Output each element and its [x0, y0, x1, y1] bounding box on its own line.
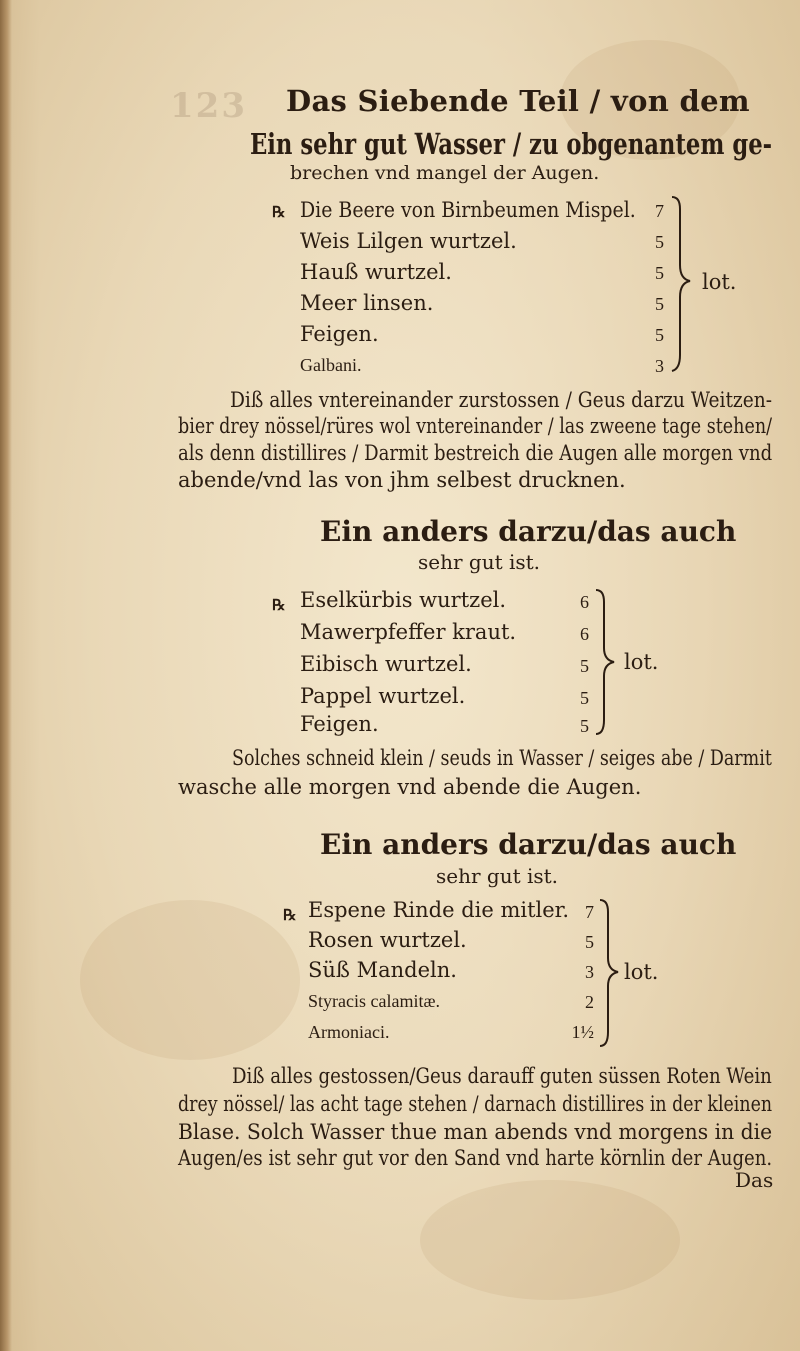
body-text-line: abende/vnd las von jhm selbest drucknen. — [178, 468, 626, 492]
recipe-mark: ℞ — [272, 205, 286, 221]
ingredient-name: Pappel wurtzel. — [300, 684, 466, 708]
body-text-line: Diß alles vntereinander zurstossen / Geus darzu Weitzen- — [230, 388, 773, 412]
body-text-line: Diß alles gestossen/Geus darauff guten süssen Roten Wein — [232, 1064, 772, 1088]
ingredient-quantity: 5 — [580, 656, 589, 676]
ingredient-name: Espene Rinde die mitler. — [308, 898, 570, 922]
paper-stain — [80, 900, 300, 1060]
body-text-line: bier drey nössel/rüres wol vntereinander / las zweene tage stehen/ — [178, 414, 773, 438]
ingredient-quantity: 5 — [655, 263, 664, 283]
section2-title-line2: sehr gut ist. — [418, 550, 541, 574]
bleed-through-page-number: 123 — [170, 86, 247, 126]
ingredient-quantity: 3 — [655, 356, 664, 376]
ingredient-name: Mawerpfeffer kraut. — [300, 620, 517, 644]
body-text-line: drey nössel/ las acht tage stehen / darnach distillires in der kleinen — [178, 1092, 773, 1116]
ingredient-quantity: 5 — [585, 932, 594, 952]
ingredient-quantity: 5 — [655, 232, 664, 252]
catchword: Das — [735, 1168, 774, 1192]
section2-title: Ein anders darzu/das auch — [320, 515, 737, 548]
recipe-mark: ℞ — [272, 598, 286, 614]
section1-title: Ein sehr gut Wasser / zu obgenantem ge- — [250, 127, 773, 161]
ingredient-quantity: 2 — [585, 992, 594, 1012]
ingredient-name: Feigen. — [300, 322, 379, 346]
recipe-mark: ℞ — [283, 908, 297, 924]
ingredient-quantity: 3 — [585, 962, 594, 982]
running-head: Das Siebende Teil / von dem — [286, 84, 750, 118]
ingredient-name: Rosen wurtzel. — [308, 928, 467, 952]
ingredient-quantity: 7 — [655, 201, 664, 221]
ingredient-quantity: 5 — [580, 688, 589, 708]
curly-brace-icon — [596, 898, 626, 1050]
curly-brace-icon — [668, 195, 698, 375]
paper-stain — [420, 1180, 680, 1300]
ingredient-quantity: 5 — [655, 325, 664, 345]
unit-label: lot. — [624, 650, 659, 674]
body-text-line: Blase. Solch Wasser thue man abends vnd morgens in die — [178, 1120, 773, 1144]
ingredient-name: Feigen. — [300, 712, 379, 736]
ingredient-quantity: 6 — [580, 624, 589, 644]
curly-brace-icon — [592, 588, 622, 738]
body-text-line: als denn distillires / Darmit bestreich die Augen alle morgen vnd — [178, 441, 773, 465]
ingredient-name: Süß Mandeln. — [308, 958, 457, 982]
ingredient-name: Hauß wurtzel. — [300, 260, 452, 284]
body-text-line: Solches schneid klein / seuds in Wasser / seiges abe / Darmit — [232, 746, 772, 770]
ingredient-name: Galbani. — [300, 355, 362, 375]
section1-title-line2: brechen vnd mangel der Augen. — [290, 162, 600, 184]
ingredient-name: Eselkürbis wurtzel. — [300, 588, 507, 612]
section3-title-line2: sehr gut ist. — [436, 864, 559, 888]
ingredient-name: Styracis calamitæ. — [308, 991, 440, 1011]
ingredient-name: Weis Lilgen wurtzel. — [300, 229, 517, 253]
ingredient-quantity: 5 — [655, 294, 664, 314]
ingredient-quantity: 7 — [585, 902, 594, 922]
page-spine-shadow — [0, 0, 12, 1351]
ingredient-name: Eibisch wurtzel. — [300, 652, 472, 676]
ingredient-quantity: 1½ — [571, 1022, 594, 1042]
ingredient-name: Armoniaci. — [308, 1022, 390, 1042]
body-text-line: Augen/es ist sehr gut vor den Sand vnd harte körnlin der Augen. — [178, 1146, 773, 1170]
unit-label: lot. — [624, 960, 659, 984]
ingredient-name: Die Beere von Birnbeumen Mispel. — [300, 198, 636, 222]
unit-label: lot. — [702, 270, 737, 294]
section3-title: Ein anders darzu/das auch — [320, 828, 737, 861]
ingredient-quantity: 5 — [580, 716, 589, 736]
body-text-line: wasche alle morgen vnd abende die Augen. — [178, 775, 642, 799]
ingredient-name: Meer linsen. — [300, 291, 434, 315]
ingredient-quantity: 6 — [580, 592, 589, 612]
